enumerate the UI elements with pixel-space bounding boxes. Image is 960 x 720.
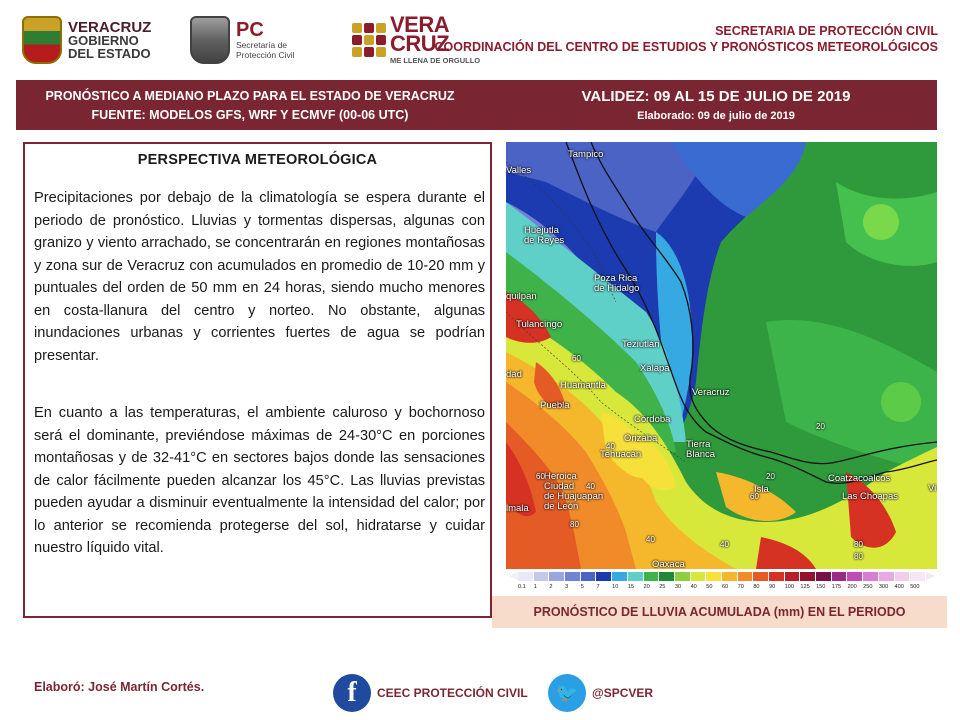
- scale-tick-label: 500: [910, 584, 920, 590]
- city-label: quilpan: [506, 291, 537, 302]
- scale-swatch: [879, 572, 895, 581]
- gob-logo-line3: DEL ESTADO: [68, 45, 151, 61]
- scale-tick-label: 20: [643, 584, 650, 590]
- scale-tick-label: 15: [627, 584, 635, 590]
- scale-swatch: [675, 572, 691, 581]
- city-label: lmala: [506, 503, 529, 514]
- city-label: Heroica Ciudad de Huajuapan de León: [544, 471, 604, 512]
- facebook-link[interactable]: [333, 674, 528, 712]
- pc-logo-title: PC: [236, 19, 264, 41]
- contour-label: 80: [570, 520, 579, 529]
- rainfall-color-scale: [508, 572, 936, 596]
- scale-swatch: [910, 572, 926, 581]
- scale-tick-label: 60: [721, 584, 729, 590]
- city-label: Las Choapas: [842, 491, 898, 502]
- contour-label: 40: [720, 540, 729, 549]
- scale-tick-label: 125: [800, 584, 810, 590]
- title-band: [16, 80, 937, 130]
- scale-left-arrow-icon: [509, 572, 518, 580]
- scale-tick-label: 50: [706, 584, 713, 590]
- forecast-title: PRONÓSTICO A MEDIANO PLAZO PARA EL ESTADO DE VERACRUZ: [45, 89, 455, 103]
- scale-swatch: [785, 572, 801, 581]
- scale-tick-label: 90: [769, 584, 776, 590]
- scale-swatch: [628, 572, 644, 581]
- scale-swatch: [644, 572, 660, 581]
- city-label: Vi: [928, 483, 937, 494]
- facebook-label[interactable]: CEEC PROTECCIÓN CIVIL: [377, 686, 528, 700]
- outlook-heading: PERSPECTIVA METEOROLÓGICA: [137, 152, 378, 168]
- scale-tick-label: 3: [565, 584, 569, 590]
- pc-logo-text: [236, 20, 295, 60]
- scale-swatch: [612, 572, 628, 581]
- city-label: Tampico: [568, 149, 604, 160]
- city-label: Poza Rica de Hidalgo: [594, 273, 640, 294]
- contour-label: 40: [606, 442, 615, 451]
- city-label: Teziutlán: [622, 339, 660, 350]
- scale-swatch: [863, 572, 879, 581]
- veracruz-coat-of-arms-icon: [22, 16, 62, 64]
- pc-logo-sub1: Secretaría de: [236, 40, 288, 50]
- scale-swatch: [895, 572, 911, 581]
- contour-label: 60: [536, 472, 545, 481]
- scale-tick-label: 200: [847, 584, 857, 590]
- city-label: Oaxaca: [652, 559, 685, 569]
- gobierno-veracruz-logo: [22, 10, 151, 70]
- ver-logo-tagline: ME LLENA DE ORGULLO: [390, 56, 481, 65]
- outlook-panel: [23, 142, 492, 618]
- scale-tick-label: 300: [878, 584, 889, 590]
- contour-label: 60: [750, 492, 759, 501]
- city-label: Coatzacoalcos: [828, 473, 891, 484]
- scale-swatch: [769, 572, 785, 581]
- scale-swatch: [753, 572, 769, 581]
- twitter-link[interactable]: [548, 674, 653, 712]
- precipitation-paragraph: Precipitaciones por debajo de la climatología se espera durante el periodo de pronóstico. Lluvias y tormentas dispersas, algunas con granizo y viento arrachado, se concentrarán en regiones montañosas y zona sur de Veracruz con acumulados en promedio de 10-20 mm y puntuales del orden de 50 mm en 24 horas, siendo mucho menores en costa-llanura del centro y norteo. No obstante, algunas inundaciones urbanas y corrientes fuertes de agua se podrían presentar.: [34, 190, 485, 364]
- scale-swatch: [581, 572, 597, 581]
- scale-color-bar: [518, 572, 926, 581]
- scale-swatch: [722, 572, 738, 581]
- scale-tick-label: 2: [549, 584, 553, 590]
- city-label: Tulancingo: [516, 319, 563, 330]
- org-name-line2: COORDINACIÓN DEL CENTRO DE ESTUDIOS Y PRONÓSTICOS METEOROLÓGICOS: [434, 40, 938, 54]
- ver-logo-line2: CRUZ: [390, 31, 450, 56]
- scale-swatch: [800, 572, 816, 581]
- contour-label: 80: [854, 552, 863, 561]
- scale-swatch: [691, 572, 707, 581]
- scale-swatch: [847, 572, 863, 581]
- scale-swatch: [816, 572, 832, 581]
- scale-tick-label: 7: [596, 584, 600, 590]
- scale-swatch: [832, 572, 848, 581]
- scale-tick-label: 40: [690, 584, 697, 590]
- scale-tick-label: 5: [580, 584, 584, 590]
- temperature-paragraph: En cuanto a las temperaturas, el ambiente caluroso y bochornoso será el dominante, previéndose máximas de 24-30°C en porciones montañosas y de 32-41°C en sectores bajos donde las sensaciones de calor fácilmente pueden alcanzar los 45°C. Las lluvias previstas pueden ayudar a disminuir eventualmente la intensidad del calor; por lo anterior se recomienda protegerse del sol, hidratarse y cuidar nuestro líquido vital.: [34, 405, 485, 556]
- scale-tick-label: 70: [737, 584, 744, 590]
- forecast-source: FUENTE: MODELOS GFS, WRF Y ECMVF (00-06 UTC): [91, 108, 409, 122]
- map-caption: PRONÓSTICO DE LLUVIA ACUMULADA (mm) EN EL PERIODO: [492, 596, 947, 628]
- scale-tick-label: 100: [784, 584, 795, 590]
- author-credit: Elaboró: José Martín Cortés.: [34, 680, 205, 694]
- scale-tick-label: 250: [863, 584, 873, 590]
- validity-block: [496, 87, 936, 125]
- city-label: Tehuacán: [600, 449, 642, 460]
- proteccion-civil-logo: [190, 10, 295, 70]
- scale-swatch: [738, 572, 754, 581]
- city-label: Huamantla: [560, 380, 606, 391]
- city-label: Puebla: [540, 400, 570, 411]
- scale-swatch: [565, 572, 581, 581]
- veracruz-pattern-icon: [352, 23, 386, 57]
- twitter-label[interactable]: @SPCVER: [592, 686, 654, 700]
- gob-logo-line2: GOBIERNO: [68, 32, 139, 48]
- validity-text: VALIDEZ: 09 AL 15 DE JULIO DE 2019: [581, 88, 851, 105]
- facebook-icon[interactable]: f: [333, 674, 371, 712]
- scale-swatch: [659, 572, 675, 581]
- scale-swatch: [534, 572, 550, 581]
- organization-header: [434, 23, 938, 55]
- pc-seal-icon: [190, 16, 230, 64]
- scale-tick-label: 400: [894, 584, 904, 590]
- pc-logo-sub2: Protección Civil: [236, 50, 295, 60]
- city-label: Huejutla de Reyes: [524, 225, 565, 246]
- twitter-icon[interactable]: 🐦: [548, 674, 586, 712]
- gob-logo-line1: VERACRUZ: [68, 18, 152, 36]
- scale-tick-label: 175: [831, 584, 842, 590]
- scale-tick-label: 30: [674, 584, 682, 590]
- city-label: Córdoba: [634, 414, 671, 425]
- city-label: Isla: [754, 484, 769, 495]
- scale-tick-label: 0.1: [518, 584, 526, 590]
- city-label: Xalapa: [640, 363, 670, 374]
- elaborated-date: Elaborado: 09 de julio de 2019: [637, 110, 795, 122]
- scale-swatch: [518, 572, 534, 581]
- scale-swatch: [596, 572, 612, 581]
- gobierno-logo-text: [68, 18, 152, 61]
- contour-label: 40: [646, 535, 655, 544]
- city-label: Valles: [506, 165, 532, 176]
- scale-tick-label: 10: [612, 584, 619, 590]
- contour-label: 80: [854, 540, 863, 549]
- contour-label: 20: [816, 422, 825, 431]
- scale-tick-label: 1: [533, 584, 537, 590]
- scale-tick-labels: [518, 584, 926, 590]
- city-label: Veracruz: [692, 387, 730, 398]
- city-label: Tierra Blanca: [686, 439, 716, 460]
- city-label: Orizaba: [624, 433, 658, 444]
- org-name-line1: SECRETARIA DE PROTECCIÓN CIVIL: [715, 24, 938, 38]
- scale-tick-label: 150: [816, 584, 826, 590]
- scale-swatch: [706, 572, 722, 581]
- forecast-title-block: [16, 87, 484, 125]
- scale-tick-label: 25: [659, 584, 666, 590]
- rainfall-forecast-map: [506, 142, 937, 569]
- scale-tick-label: 80: [753, 584, 760, 590]
- scale-swatch: [549, 572, 565, 581]
- scale-right-arrow-icon: [926, 572, 935, 580]
- contour-label: 20: [766, 472, 775, 481]
- ver-logo-line1: VERA: [390, 12, 450, 37]
- contour-label: 60: [572, 354, 581, 363]
- contour-label: 40: [586, 482, 595, 491]
- city-label: dad: [506, 369, 522, 380]
